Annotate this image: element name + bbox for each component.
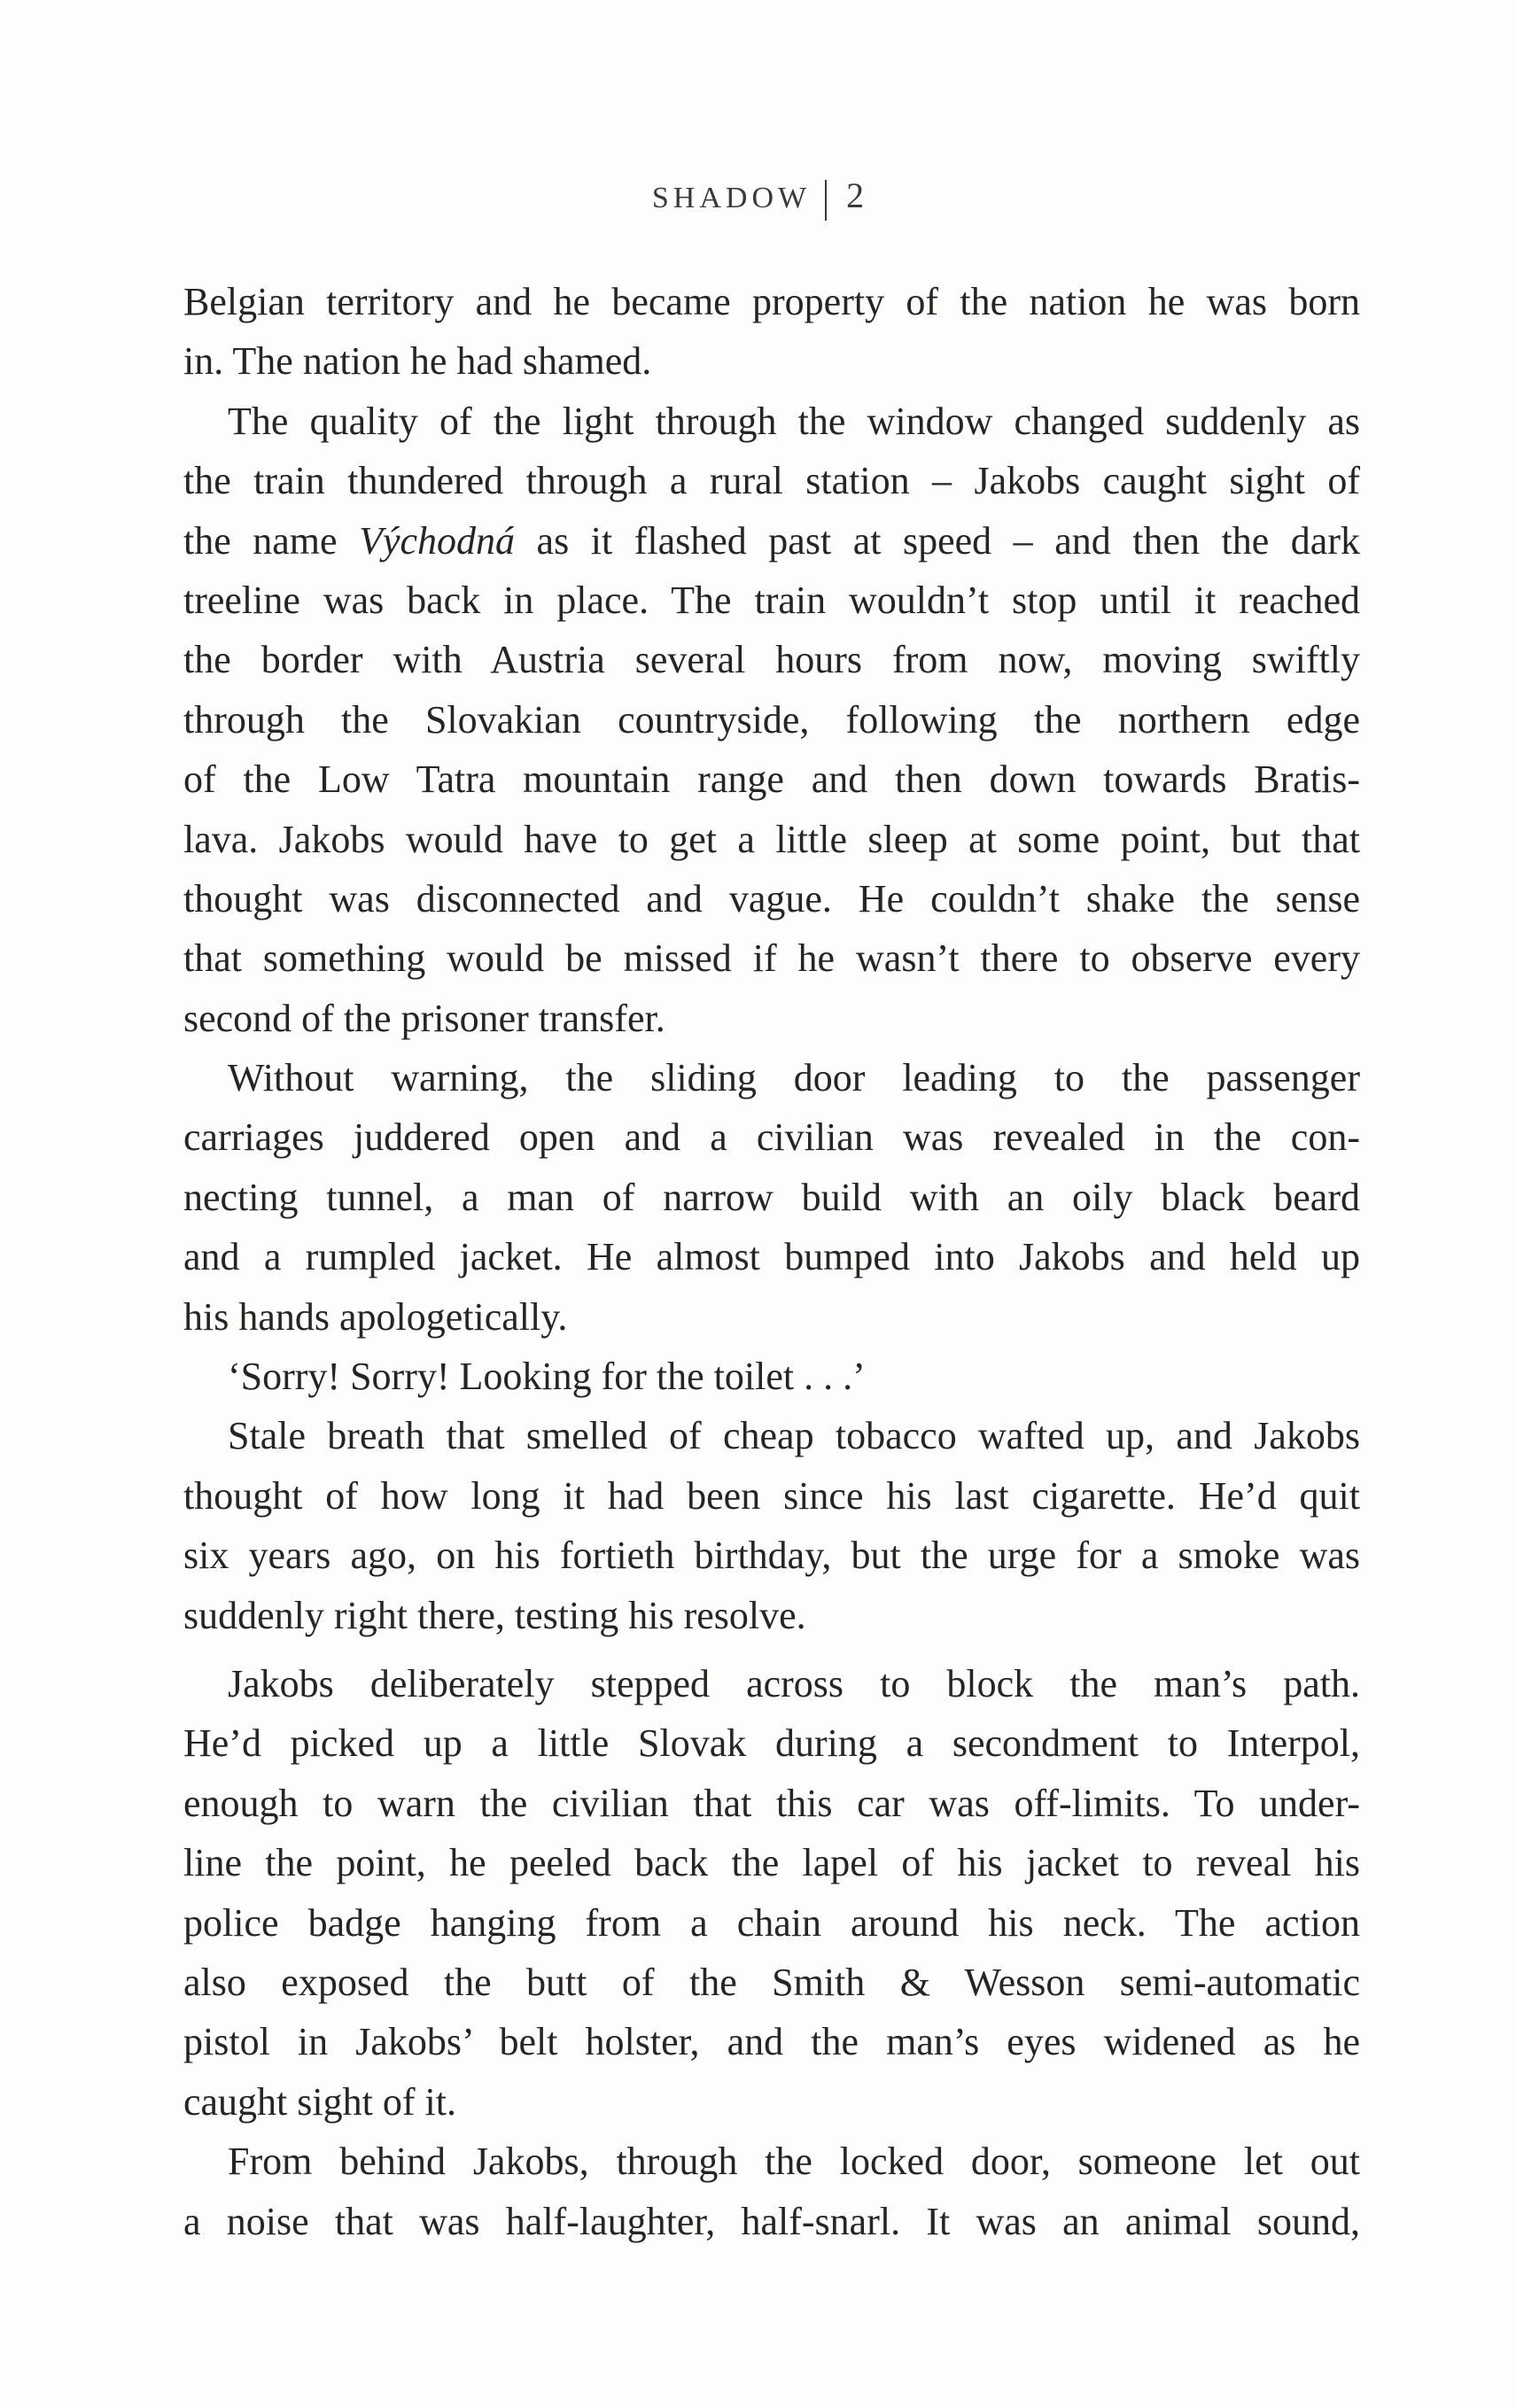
text-line: six years ago, on his fortieth birthday, but the urge for a smoke was [183, 1534, 1360, 1578]
text-line: Belgian territory and he became property of the nation he was born [183, 280, 1360, 323]
text-line: the border with Austria several hours from now, moving swiftly [183, 638, 1360, 682]
text-line: The quality of the light through the window changed suddenly as [228, 399, 1360, 443]
paragraph-gap [183, 1645, 1360, 1654]
text-line: that something would be missed if he wasn’t there to observe every [183, 936, 1360, 981]
paragraph [183, 272, 1360, 392]
text-line: his hands apologetically. [183, 1294, 568, 1339]
text-line: and a rumpled jacket. He almost bumped into Jakobs and held up [183, 1235, 1360, 1279]
text-line: treeline was back in place. The train wouldn’t stop until it reached [183, 578, 1360, 622]
paragraph [183, 1048, 1360, 1347]
text-line: lava. Jakobs would have to get a little sleep at some point, but that [183, 817, 1360, 861]
paragraph [183, 1406, 1360, 1645]
paragraph [183, 2132, 1360, 2251]
paragraph [183, 1654, 1360, 2132]
text-line: carriages juddered open and a civilian was revealed in the con- [183, 1115, 1360, 1160]
text-line: He’d picked up a little Slovak during a secondment to Interpol, [183, 1721, 1360, 1766]
text-line: thought was disconnected and vague. He couldn’t shake the sense [183, 876, 1360, 920]
text-line: line the point, he peeled back the lapel of his jacket to reveal his [183, 1841, 1360, 1885]
text-line: second of the prisoner transfer. [183, 996, 665, 1040]
text-line: also exposed the butt of the Smith & Wesson semi-automatic [183, 1960, 1360, 2004]
paragraph [183, 1347, 1360, 1406]
paragraph [183, 392, 1360, 1048]
text-line: a noise that was half-laughter, half-snarl. It was an animal sound, [183, 2199, 1360, 2243]
station-name: Východná [359, 518, 516, 563]
text-line: suddenly right there, testing his resolve. [183, 1593, 806, 1637]
text-line: pistol in Jakobs’ belt holster, and the man’s eyes widened as he [183, 2020, 1360, 2064]
text-line: ‘Sorry! Sorry! Looking for the toilet . . .’ [228, 1355, 866, 1399]
book-title: SHADOW [651, 182, 812, 214]
text-line: in. The nation he had shamed. [183, 339, 652, 384]
text-line: Without warning, the sliding door leading to the passenger [228, 1056, 1360, 1100]
page-number: 2 [846, 175, 865, 215]
text-line: the train thundered through a rural station – Jakobs caught sight of [183, 459, 1360, 503]
header-divider [825, 180, 827, 221]
text-line: Stale breath that smelled of cheap tobacco wafted up, and Jakobs [228, 1414, 1360, 1458]
text-line: through the Slovakian countryside, following the northern edge [183, 697, 1360, 742]
text-line: caught sight of it. [183, 2079, 456, 2124]
body-text [183, 272, 1360, 2251]
text-line: enough to warn the civilian that this car was off-limits. To under- [183, 1781, 1360, 1825]
text-line: From behind Jakobs, through the locked door, someone let out [228, 2140, 1360, 2184]
text-line: Jakobs deliberately stepped across to block the man’s path. [228, 1661, 1360, 1705]
text-line: the name Východná as it flashed past at speed – and then the dark [183, 518, 1360, 563]
running-head [0, 174, 1516, 221]
text-line: necting tunnel, a man of narrow build with an oily black beard [183, 1175, 1360, 1219]
text-line: thought of how long it had been since his last cigarette. He’d quit [183, 1473, 1360, 1518]
text-line: police badge hanging from a chain around his neck. The action [183, 1900, 1360, 1945]
text-line: of the Low Tatra mountain range and then down towards Bratis- [183, 757, 1360, 802]
